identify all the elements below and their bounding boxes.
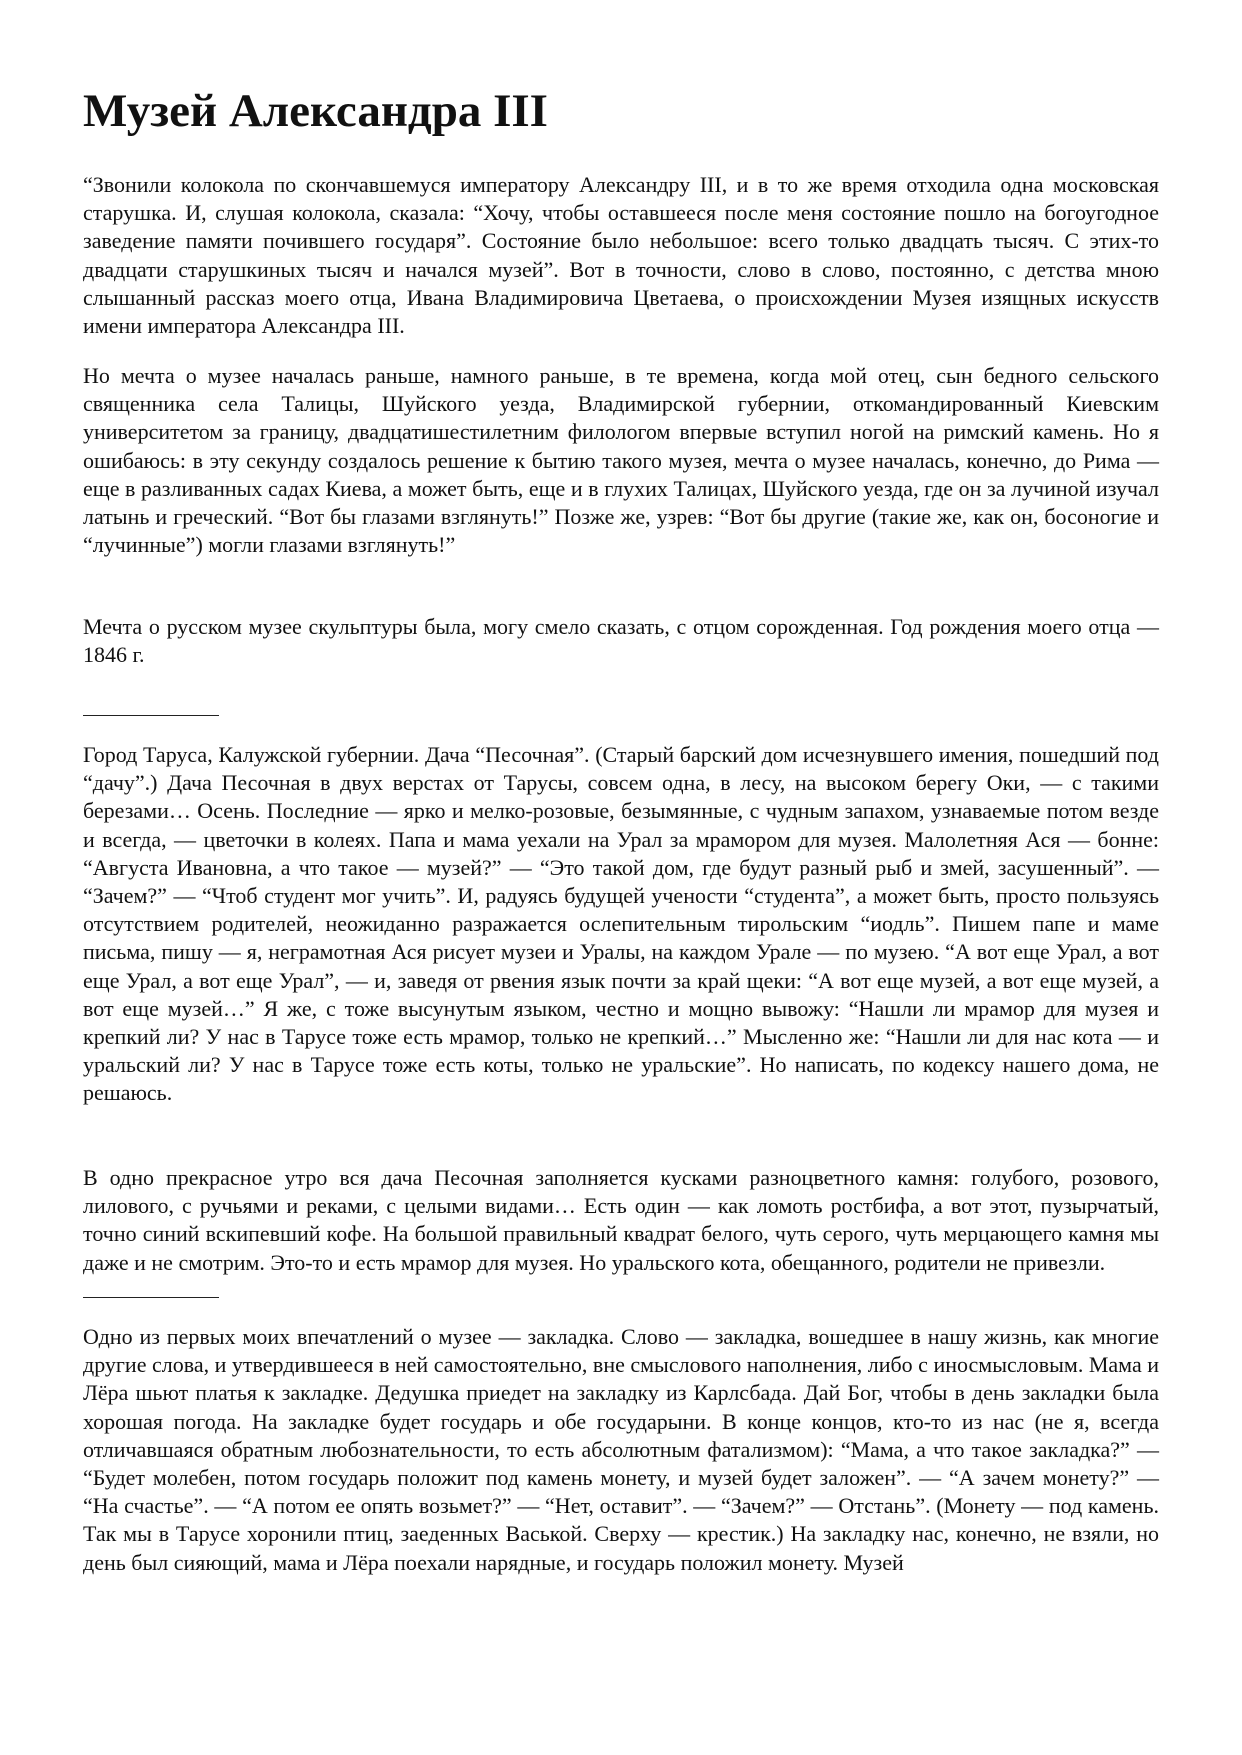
paragraph-tarusa-dacha: Город Таруса, Калужской губернии. Дача “Песочная”. (Старый барский дом исчезнувшего имения, пошедший под “дачу”.) Дача Песочная в двух верстах от Тарусы, совсем одна, в лесу, на высоком берегу Оки, — с такими березами… Осень. Последние — ярко и мелко-розовые, безымянные, с чудным запахом, узнаваемые потом везде и всегда, — цветочки в колеях. Папа и мама уехали на Урал за мрамором для музея. Малолетняя Ася — бонне: “Августа Ивановна, а что такое — музей?” — “Это такой дом, где будут разный рыб и змей, засушенный”. — “Зачем?” — “Чтоб студент мог учить”. И, радуясь будущей учености “студента”, а может быть, просто пользуясь отсутствием родителей, неожиданно разражается ослепительным тирольским “иодль”. Пишем папе и маме письма, пишу — я, неграмотная Ася рисует музеи и Уралы, на каждом Урале — по музею. “А вот еще Урал, а вот еще Урал, а вот еще Урал”, — и, заведя от рвения язык почти за край щеки: “А вот еще музей, а вот еще музей, а вот еще музей…” Я же, с тоже высунутым языком, честно и мощно вывожу: “Нашли ли мрамор для музея и крепкий ли? У нас в Тарусе тоже есть мрамор, только не крепкий…” Мысленно же: “Нашли ли для нас кота — и уральский ли? У нас в Тарусе тоже есть коты, только не уральские”. Но написать, по кодексу нашего дома, не решаюсь. [83,742,1159,1106]
section-divider [83,1297,219,1298]
paragraph-marble-stones: В одно прекрасное утро вся дача Песочная заполняется кусками разноцветного камня: голубого, розового, лилового, с ручьями и реками, с целыми видами… Есть один — как ломоть ростбифа, а вот этот, пузырчатый, точно синий вскипевший кофе. На большой правильный квадрат белого, чуть серого, чуть мерцающего камня мы даже и не смотрим. Это-то и есть мрамор для музея. Но уральского кота, обещанного, родители не привезли. [83,1165,1159,1275]
section-divider [83,715,219,716]
paragraph-laying-ceremony: Одно из первых моих впечатлений о музее — закладка. Слово — закладка, вошедшее в нашу жизнь, как многие другие слова, и утвердившееся в ней самостоятельно, вне смыслового наполнения, либо с иносмысловым. Мама и Лёра шьют платья к закладке. Дедушка приедет на закладку из Карлсбада. Дай Бог, чтобы в день закладки была хорошая погода. На закладке будет государь и обе государыни. В конце концов, кто-то из нас (не я, всегда отличавшаяся обратным любознательности, то есть абсолютным фатализмом): “Мама, а что такое закладка?” — “Будет молебен, потом государь положит под камень монету, и музей будет заложен”. — “А зачем монету?” — “На счастье”. — “А потом ее опять возьмет?” — “Нет, оставит”. — “Зачем?” — Отстань”. (Монету — под камень. Так мы в Тарусе хоронили птиц, заеденных Васькой. Сверху — крестик.) На закладку нас, конечно, не взяли, но день был сияющий, мама и Лёра поехали нарядные, и государь положил монету. Музей [83,1324,1159,1575]
paragraph-dream-origin: Но мечта о музее началась раньше, намного раньше, в те времена, когда мой отец, сын бедного сельского священника села Талицы, Шуйского уезда, Владимирской губернии, откомандированный Киевским университетом за границу, двадцатишестилетним филологом впервые вступил ногой на римский камень. Но я ошибаюсь: в эту секунду создалось решение к бытию такого музея, мечта о музее началась, конечно, до Рима — еще в разливанных садах Киева, а может быть, еще и в глухих Талицах, Шуйского уезда, где он за лучиной изучал латынь и греческий. “Вот бы глазами взглянуть!” Позже же, узрев: “Вот бы другие (такие же, как он, босоногие и “лучинные”) могли глазами взглянуть!” [83,363,1159,558]
page-title: Музей Александра III [83,85,548,137]
paragraph-sculpture-museum: Мечта о русском музее скульптуры была, могу смело сказать, с отцом сорожденная. Год рождения моего отца — 1846 г. [83,614,1159,668]
paragraph-bells-story: “Звонили колокола по скончавшемуся императору Александру III, и в то же время отходила одна московская старушка. И, слушая колокола, сказала: “Хочу, чтобы оставшееся после меня состояние пошло на богоугодное заведение памяти почившего государя”. Состояние было небольшое: всего только двадцать тысяч. С этих-то двадцати старушкиных тысяч и начался музей”. Вот в точности, слово в слово, постоянно, с детства мною слышанный рассказ моего отца, Ивана Владимировича Цветаева, о происхождении Музея изящных искусств имени императора Александра III. [83,172,1159,339]
